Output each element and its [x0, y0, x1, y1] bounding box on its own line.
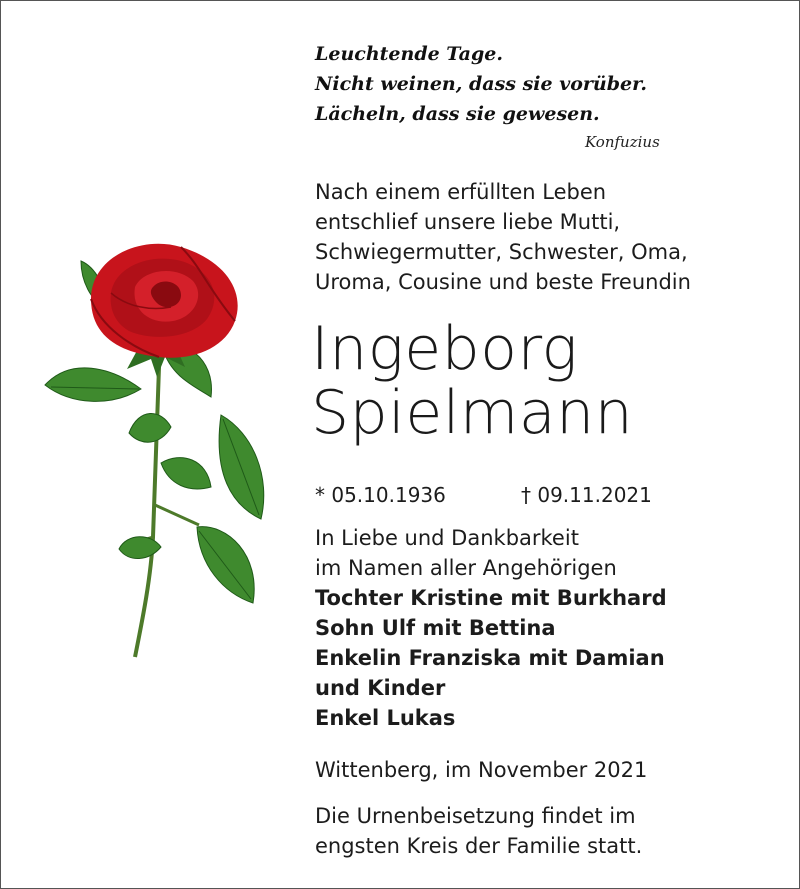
death-date: † 09.11.2021 — [521, 483, 652, 507]
burial-line: Die Urnenbeisetzung findet im — [315, 804, 636, 828]
intro-line: Nach einem erfüllten Leben — [315, 180, 607, 204]
mourners-intro-line: In Liebe und Dankbarkeit — [315, 526, 579, 550]
red-rose-icon — [31, 237, 281, 667]
first-name: Ingeborg — [311, 314, 579, 384]
quote-author: Konfuzius — [585, 133, 660, 151]
place-date: Wittenberg, im November 2021 — [315, 758, 648, 782]
birth-date: * 05.10.1936 — [315, 483, 446, 507]
mourner-name: Enkel Lukas — [315, 706, 456, 730]
last-name: Spielmann — [311, 378, 634, 448]
mourner-name: Sohn Ulf mit Bettina — [315, 616, 556, 640]
quote-block — [315, 39, 745, 129]
mourners-block — [315, 523, 785, 733]
mourner-name: und Kinder — [315, 676, 446, 700]
quote-line: Leuchtende Tage. — [315, 43, 503, 65]
intro-line: entschlief unsere liebe Mutti, — [315, 210, 621, 234]
burial-note — [315, 801, 642, 861]
quote-line: Nicht weinen, dass sie vorüber. — [315, 73, 647, 95]
deceased-name — [311, 314, 634, 448]
intro-line: Uroma, Cousine und beste Freundin — [315, 270, 691, 294]
quote-line: Lächeln, dass sie gewesen. — [315, 103, 600, 125]
burial-line: engsten Kreis der Familie statt. — [315, 834, 643, 858]
mourner-name: Tochter Kristine mit Burkhard — [315, 586, 667, 610]
intro-text — [315, 177, 785, 297]
mourner-name: Enkelin Franziska mit Damian — [315, 646, 665, 670]
intro-line: Schwiegermutter, Schwester, Oma, — [315, 240, 688, 264]
mourners-intro-line: im Namen aller Angehörigen — [315, 556, 617, 580]
